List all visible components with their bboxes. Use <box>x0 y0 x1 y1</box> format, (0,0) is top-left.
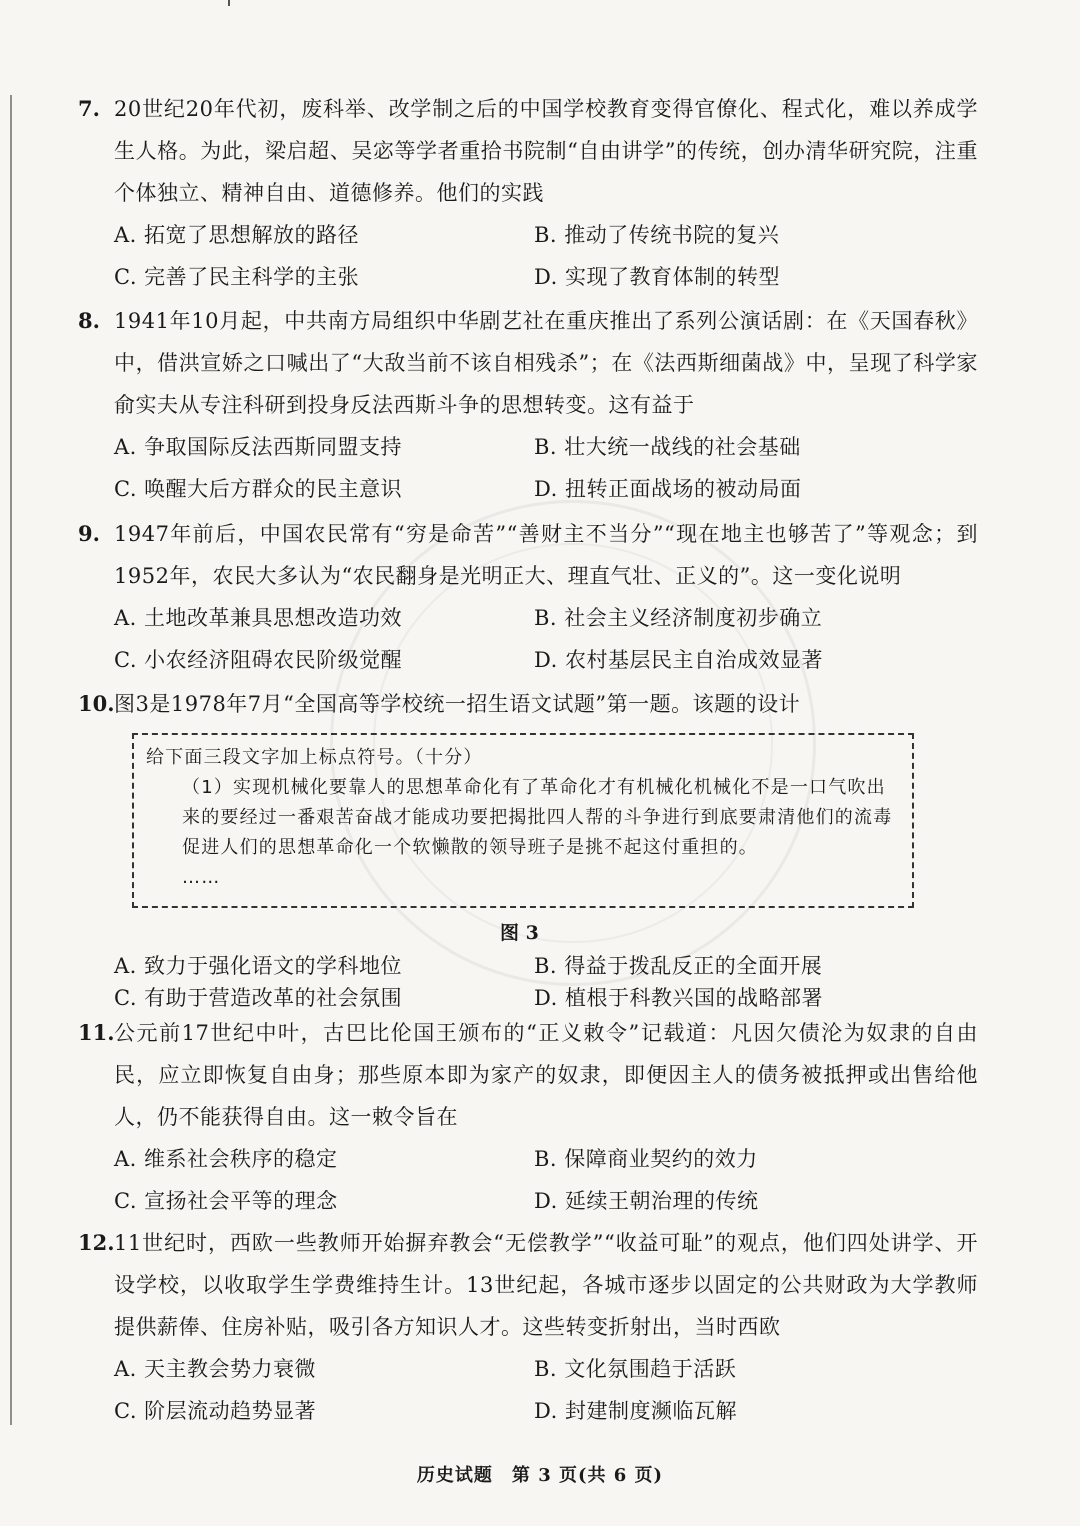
question-stem: 公元前17世纪中叶，古巴比伦国王颁布的“正义敕令”记载道：凡因欠债沦为奴隶的自由民，应立即恢复自由身；那些原本即为家产的奴隶，即便因主人的债务被抵押或出售给他人，仍不能获得自由。这一敕令旨在 <box>114 1021 978 1129</box>
option-c: C. 宣扬社会平等的理念 <box>114 1189 338 1213</box>
page-footer: 历史试题 第 3 页(共 6 页) <box>416 1465 664 1486</box>
option-a: A. 土地改革兼具思想改造功效 <box>114 606 403 630</box>
question-number: 10. <box>78 691 115 716</box>
question-11 <box>78 1012 978 1222</box>
question-9 <box>78 513 978 681</box>
option-b: B. 得益于拨乱反正的全面开展 <box>534 954 823 978</box>
question-number: 11. <box>78 1020 115 1045</box>
option-b: B. 社会主义经济制度初步确立 <box>534 606 823 630</box>
option-a: A. 天主教会势力衰微 <box>114 1357 317 1381</box>
option-d: D. 扭转正面战场的被动局面 <box>534 477 802 501</box>
option-c: C. 小农经济阻碍农民阶级觉醒 <box>114 648 403 672</box>
question-options <box>114 950 978 1014</box>
question-10 <box>78 683 978 725</box>
option-a: A. 维系社会秩序的稳定 <box>114 1147 338 1171</box>
question-stem: 1941年10月起，中共南方局组织中华剧艺社在重庆推出了系列公演话剧：在《天国春秋》中，借洪宣娇之口喊出了“大敌当前不该自相残杀”；在《法西斯细菌战》中，呈现了科学家俞实夫从专注科研到投身反法西斯斗争的思想转变。这有益于 <box>114 309 978 417</box>
option-c: C. 阶层流动趋势显著 <box>114 1399 317 1423</box>
option-d: D. 实现了教育体制的转型 <box>534 265 780 289</box>
question-options <box>114 597 978 681</box>
figure-3-box <box>132 733 914 908</box>
option-c: C. 唤醒大后方群众的民主意识 <box>114 477 403 501</box>
option-a: A. 争取国际反法西斯同盟支持 <box>114 435 403 459</box>
binding-rule <box>10 95 12 1425</box>
option-d: D. 农村基层民主自治成效显著 <box>534 648 823 672</box>
question-options <box>114 1348 978 1432</box>
question-options <box>114 214 978 298</box>
option-b: B. 保障商业契约的效力 <box>534 1147 758 1171</box>
question-12 <box>78 1222 978 1432</box>
figure-text <box>146 743 904 893</box>
question-8 <box>78 300 978 510</box>
option-d: D. 延续王朝治理的传统 <box>534 1189 759 1213</box>
question-options <box>114 1138 978 1222</box>
option-c: C. 有助于营造改革的社会氛围 <box>114 986 403 1010</box>
option-c: C. 完善了民主科学的主张 <box>114 265 360 289</box>
question-stem: 11世纪时，西欧一些教师开始摒弃教会“无偿教学”“收益可耻”的观点，他们四处讲学、开设学校，以收取学生学费维持生计。13世纪起，各城市逐步以固定的公共财政为大学教师提供薪俸、住房补贴，吸引各方知识人才。这些转变折射出，当时西欧 <box>114 1231 978 1339</box>
option-b: B. 推动了传统书院的复兴 <box>534 223 780 247</box>
question-number: 8. <box>78 308 100 333</box>
option-b: B. 壮大统一战线的社会基础 <box>534 435 801 459</box>
option-a: A. 致力于强化语文的学科地位 <box>114 954 403 978</box>
scan-mark <box>228 0 230 6</box>
question-stem: 图3是1978年7月“全国高等学校统一招生语文试题”第一题。该题的设计 <box>114 692 801 716</box>
option-d: D. 植根于科教兴国的战略部署 <box>534 986 823 1010</box>
figure-instruction: 给下面三段文字加上标点符号。（十分） <box>146 747 483 768</box>
figure-caption: 图 3 <box>500 922 539 944</box>
question-options <box>114 426 978 510</box>
question-stem: 1947年前后，中国农民常有“穷是命苦”“善财主不当分”“现在地主也够苦了”等观念；到1952年，农民大多认为“农民翻身是光明正大、理直气壮、正义的”。这一变化说明 <box>114 522 978 588</box>
question-10-options <box>78 950 978 1014</box>
question-number: 7. <box>78 96 100 121</box>
option-a: A. 拓宽了思想解放的路径 <box>114 223 360 247</box>
figure-ellipsis: …… <box>182 867 221 888</box>
question-7 <box>78 88 978 298</box>
option-d: D. 封建制度濒临瓦解 <box>534 1399 737 1423</box>
figure-passage: （1）实现机械化要靠人的思想革命化有了革命化才有机械化机械化不是一口气吹出来的要经过一番艰苦奋战才能成功要把揭批四人帮的斗争进行到底要肃清他们的流毒促进人们的思想革命化一个软懒散的领导班子是挑不起这付重担的。 <box>182 777 893 858</box>
question-number: 12. <box>78 1230 115 1255</box>
question-number: 9. <box>78 521 100 546</box>
question-stem: 20世纪20年代初，废科举、改学制之后的中国学校教育变得官僚化、程式化，难以养成学生人格。为此，梁启超、吴宓等学者重拾书院制“自由讲学”的传统，创办清华研究院，注重个体独立、精神自由、道德修养。他们的实践 <box>114 97 978 205</box>
option-b: B. 文化氛围趋于活跃 <box>534 1357 737 1381</box>
